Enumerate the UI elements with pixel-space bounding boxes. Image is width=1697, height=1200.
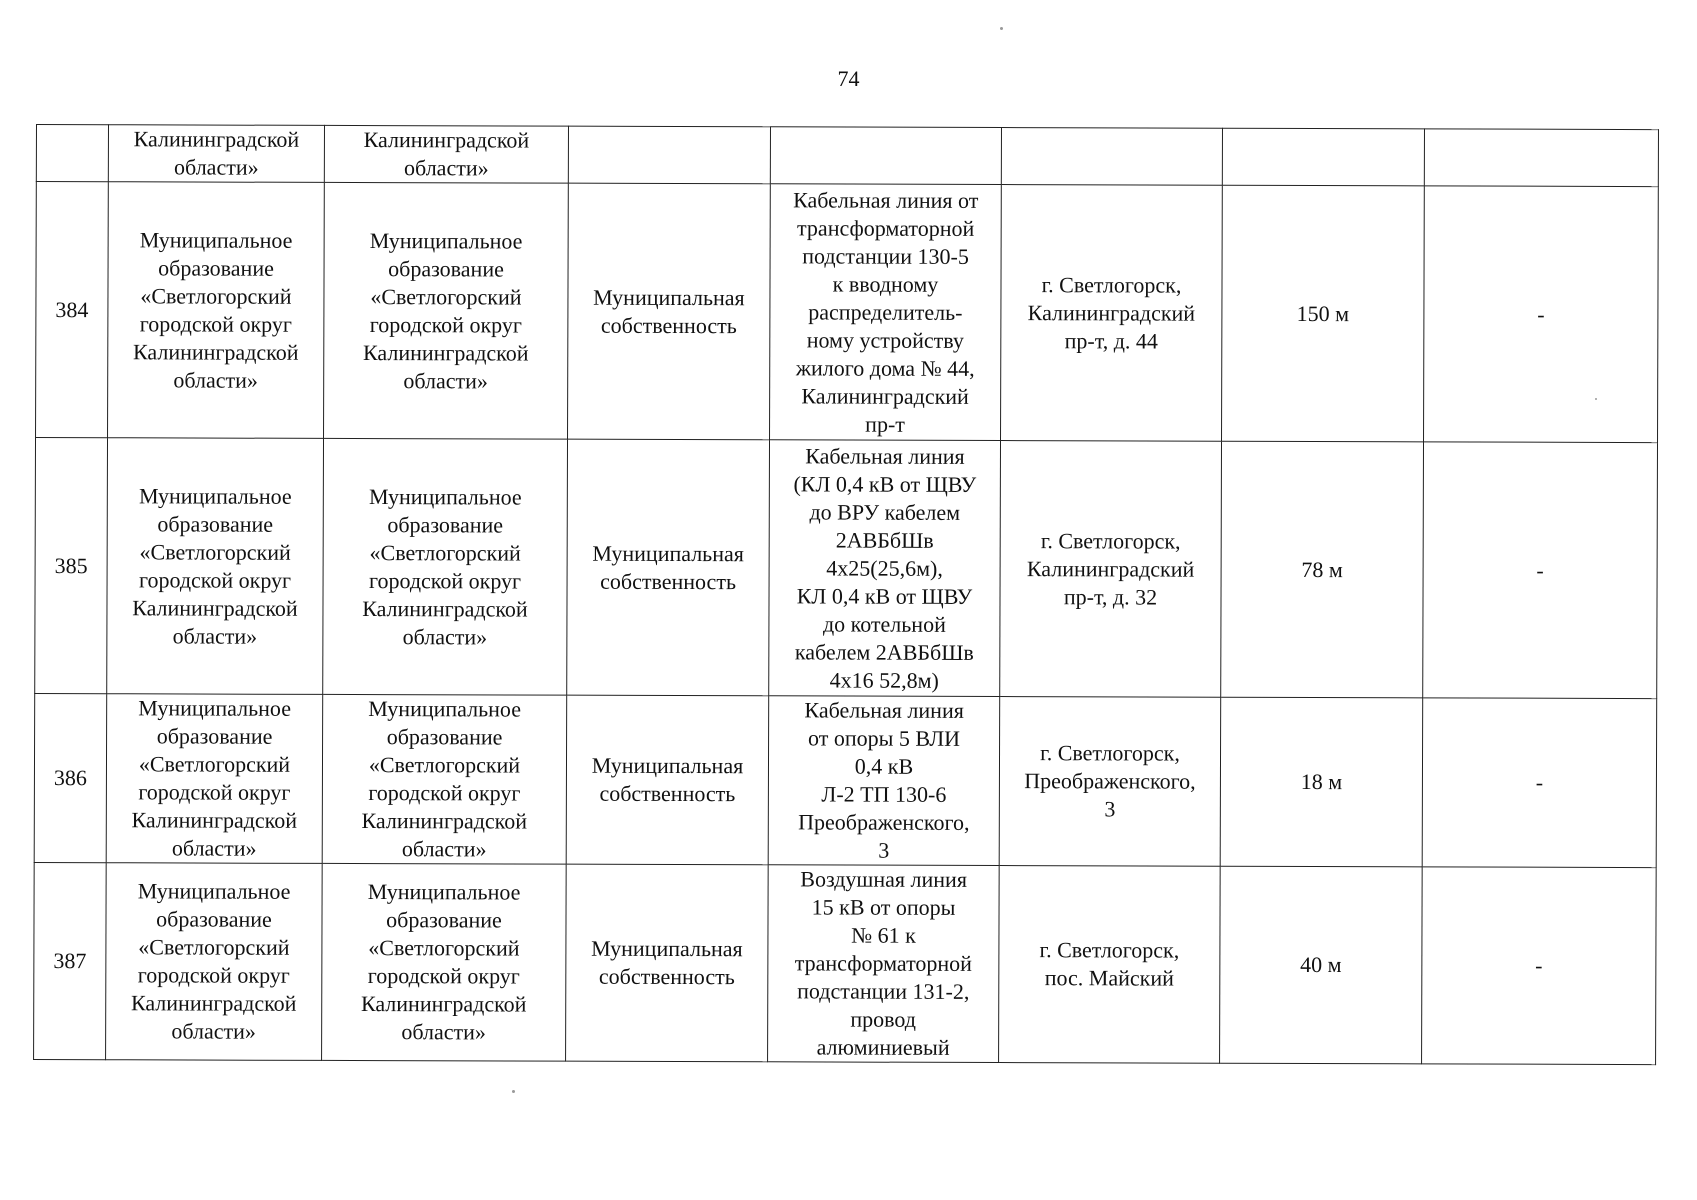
cell-length: 150 м — [1222, 185, 1425, 442]
cell-ownership: Муниципальная собственность — [567, 439, 770, 696]
cell-description: Воздушная линия 15 кВ от опоры № 61 к трансформаторной подстанции 131-2, провод алюминиевый — [768, 865, 1000, 1063]
page-number: 74 — [837, 66, 860, 91]
cell-description: Кабельная линия от трансформаторной подстанции 130-5 к вводному распределитель- ному устройству жилого дома № 44, Калининградский пр-т — [770, 184, 1002, 441]
cell-address: г. Светлогорск, Калининградский пр-т, д. 32 — [1000, 441, 1222, 698]
cell-holder: Муниципальное образование «Светлогорский городской округ Калининградской области» — [107, 438, 324, 695]
cell-length: 78 м — [1221, 441, 1424, 698]
cell-owner: Муниципальное образование «Светлогорский городской округ Калининградской области» — [322, 694, 567, 864]
cell-note: - — [1423, 442, 1658, 699]
property-register-table — [33, 124, 1659, 1065]
cell-note: - — [1422, 867, 1657, 1065]
cell-owner: Муниципальное образование «Светлогорский городской округ Калининградской области» — [323, 438, 568, 695]
cell-ownership: Муниципальная собственность — [566, 695, 769, 865]
cell-note: - — [1422, 698, 1657, 868]
cell-number: 387 — [34, 862, 107, 1059]
cell-length — [1222, 128, 1424, 186]
table-row — [34, 862, 1657, 1064]
table-row — [35, 438, 1658, 699]
cell-holder: Муниципальное образование «Светлогорский городской округ Калининградской области» — [108, 182, 325, 439]
cell-description: Кабельная линия от опоры 5 ВЛИ 0,4 кВ Л-2 ТП 130-6 Преображенского, 3 — [768, 696, 1000, 866]
cell-note — [1424, 129, 1658, 187]
table-row — [36, 182, 1659, 443]
table-row-continuation — [36, 125, 1658, 187]
cell-holder: Муниципальное образование «Светлогорский городской округ Калининградской области» — [106, 863, 323, 1061]
table-row — [34, 693, 1657, 867]
cell-address — [1001, 128, 1222, 186]
scan-speck — [1595, 398, 1597, 400]
cell-address: г. Светлогорск, пос. Майский — [999, 866, 1221, 1064]
cell-note: - — [1424, 186, 1659, 443]
cell-description — [770, 127, 1001, 185]
cell-address: г. Светлогорск, Калининградский пр-т, д. 44 — [1001, 185, 1223, 442]
scan-speck — [512, 1090, 515, 1093]
cell-ownership: Муниципальная собственность — [566, 864, 769, 1062]
cell-owner: Муниципальное образование «Светлогорский городской округ Калининградской области» — [324, 182, 569, 439]
cell-length: 18 м — [1220, 697, 1423, 867]
cell-number: 386 — [34, 693, 107, 862]
cell-number: 384 — [36, 182, 109, 438]
cell-ownership — [568, 126, 770, 184]
cell-number: 385 — [35, 438, 108, 694]
cell-holder: Муниципальное образование «Светлогорский городской округ Калининградской области» — [106, 694, 323, 864]
cell-ownership: Муниципальная собственность — [568, 183, 771, 440]
cell-owner: Калининградской области» — [324, 125, 568, 183]
cell-number — [36, 125, 108, 182]
scan-speck — [1000, 27, 1003, 30]
cell-length: 40 м — [1220, 866, 1423, 1064]
cell-address: г. Светлогорск, Преображенского, 3 — [999, 697, 1221, 867]
cell-owner: Муниципальное образование «Светлогорский городской округ Калининградской области» — [322, 863, 567, 1061]
cell-holder: Калининградской области» — [108, 125, 324, 183]
cell-description: Кабельная линия (КЛ 0,4 кВ от ЩВУ до ВРУ кабелем 2АВБбШв 4х25(25,6м), КЛ 0,4 кВ от ЩВУ до котельной кабелем 2АВБбШв 4х16 52,8м) — [769, 440, 1001, 697]
